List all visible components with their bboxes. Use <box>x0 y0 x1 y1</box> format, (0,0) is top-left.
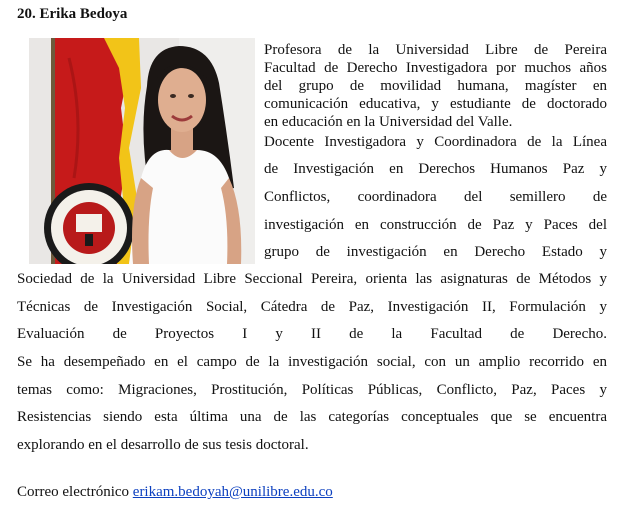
section-heading: 20. Erika Bedoya <box>17 6 128 22</box>
bio-line: comunicación educativa, y estudiante de doctorado <box>264 96 607 112</box>
bio-line: Resistencias siendo esta última una de las categorías conceptuales que se encuentra <box>17 409 607 425</box>
bio-line: investigación en construcción de Paz y Paces del <box>264 217 607 233</box>
bio-line: temas como: Migraciones, Prostitución, Políticas Públicas, Conflicto, Paz, Paces y <box>17 382 607 398</box>
bio-line: en educación en la Universidad del Valle. <box>264 114 513 130</box>
bio-line: Evaluación de Proyectos I y II de la Facultad de Derecho. <box>17 326 607 342</box>
bio-line: grupo de investigación en Derecho Estado y <box>264 244 607 260</box>
email-link[interactable]: erikam.bedoyah@unilibre.edu.co <box>132 484 333 500</box>
bio-line: Sociedad de la Universidad Libre Seccional Pereira, orienta las asignaturas de Métodos y <box>17 271 607 287</box>
contact-row <box>17 484 333 501</box>
bio-line: explorando en el desarrollo de sus tesis doctoral. <box>17 437 309 453</box>
bio-line: Técnicas de Investigación Social, Cátedra de Paz, Investigación II, Formulación y <box>17 299 607 315</box>
bio-line: del grupo de movilidad humana, magíster en <box>264 78 607 94</box>
bio-line: Profesora de la Universidad Libre de Pereira <box>264 42 607 58</box>
bio-line: Se ha desempeñado en el campo de la investigación social, con un amplio recorrido en <box>17 354 607 370</box>
bio-line: Conflictos, coordinadora del semillero de <box>264 189 607 205</box>
bio-line: Docente Investigadora y Coordinadora de la Línea <box>264 134 607 150</box>
contact-label: Correo electrónico <box>17 484 130 500</box>
profile-photo <box>29 38 255 264</box>
bio-line: de Investigación en Derechos Humanos Paz y <box>264 161 607 177</box>
bio-line: Facultad de Derecho Investigadora por muchos años <box>264 60 607 76</box>
